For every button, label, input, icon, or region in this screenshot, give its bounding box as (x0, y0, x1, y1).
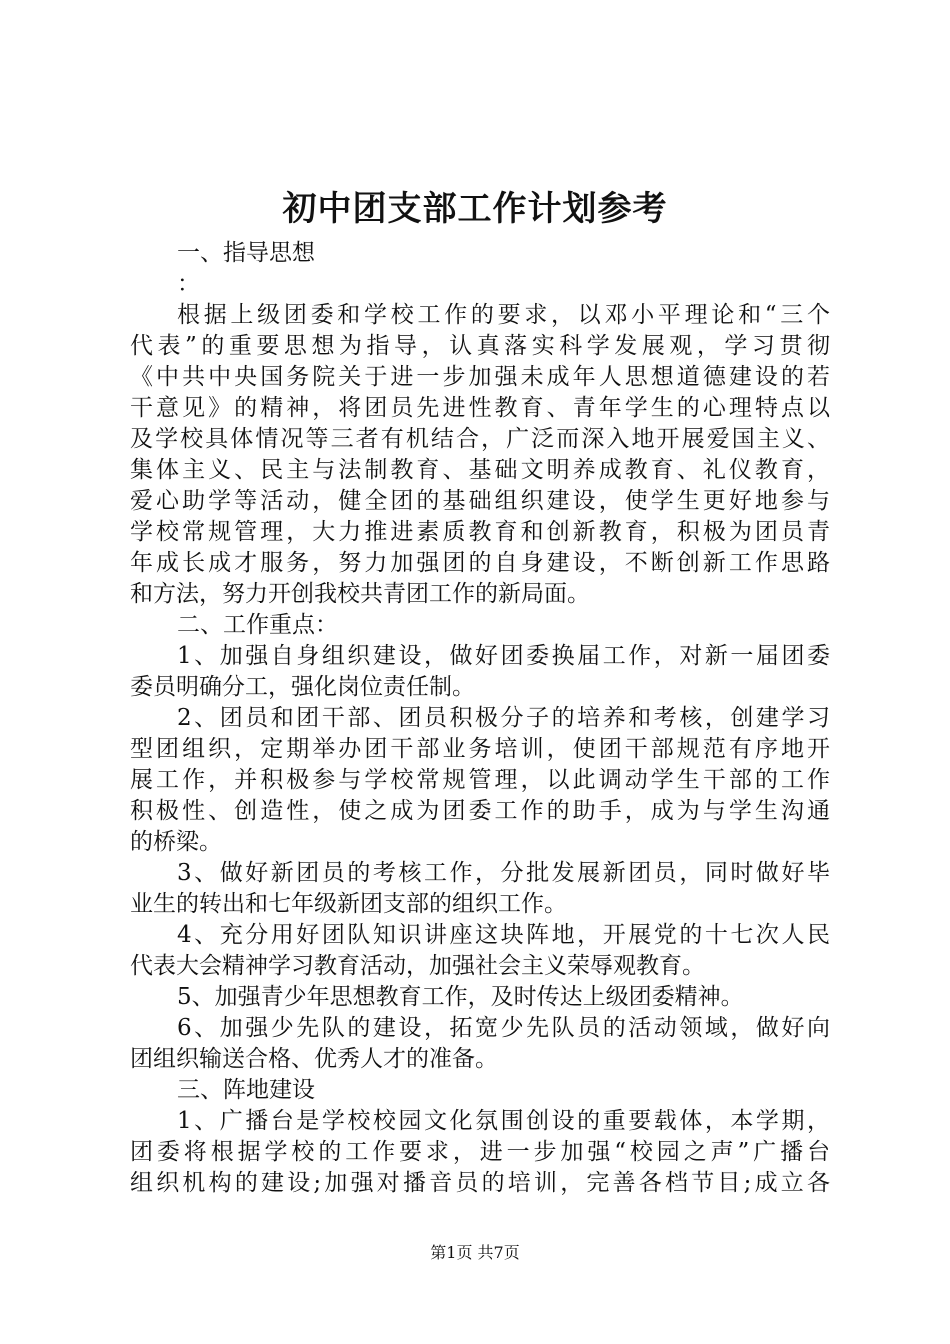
document-line: 代表”的重要思想为指导，认真落实科学发展观，学习贯彻 (130, 333, 830, 359)
document-line: 根据上级团委和学校工作的要求，以邓小平理论和“三个 (177, 302, 830, 328)
document-line: 5、加强青少年思想教育工作，及时传达上级团委精神。 (177, 984, 744, 1010)
document-line: 干意见》的精神，将团员先进性教育、青年学生的心理特点以 (130, 395, 830, 421)
document-line: ： (177, 271, 200, 297)
document-line: 三、阵地建设 (177, 1077, 315, 1103)
document-line: 委员明确分工，强化岗位责任制。 (130, 674, 475, 700)
document-line: 学校常规管理，大力推进素质教育和创新教育，积极为团员青 (130, 519, 830, 545)
document-body (130, 238, 830, 1199)
document-line: 及学校具体情况等三者有机结合，广泛而深入地开展爱国主义、 (130, 426, 830, 452)
document-line: 年成长成才服务，努力加强团的自身建设，不断创新工作思路 (130, 550, 830, 576)
document-line: 代表大会精神学习教育活动，加强社会主义荣辱观教育。 (130, 953, 705, 979)
document-line: 的桥梁。 (130, 829, 222, 855)
document-line: 集体主义、民主与法制教育、基础文明养成教育、礼仪教育， (130, 457, 830, 483)
document-line: 积极性、创造性，使之成为团委工作的助手，成为与学生沟通 (130, 798, 830, 824)
document-line: 团组织输送合格、优秀人才的准备。 (130, 1046, 498, 1072)
document-line: 一、指导思想 (177, 240, 315, 266)
document-title: 初中团支部工作计划参考 (282, 189, 668, 229)
document-line: 4、充分用好团队知识讲座这块阵地，开展党的十七次人民 (177, 922, 830, 948)
document-line: 团委将根据学校的工作要求，进一步加强“校园之声”广播台 (130, 1139, 830, 1165)
document-line: 爱心助学等活动，健全团的基础组织建设，使学生更好地参与 (130, 488, 830, 514)
document-line: 1、加强自身组织建设，做好团委换届工作，对新一届团委 (177, 643, 830, 669)
document-line: 展工作，并积极参与学校常规管理，以此调动学生干部的工作 (130, 767, 830, 793)
document-line: 1、广播台是学校校园文化氛围创设的重要载体，本学期， (177, 1108, 830, 1134)
document-line: 2、团员和团干部、团员积极分子的培养和考核，创建学习 (177, 705, 830, 731)
document-line: 《中共中央国务院关于进一步加强未成年人思想道德建设的若 (130, 364, 830, 390)
document-line: 组织机构的建设;加强对播音员的培训，完善各档节目;成立各 (130, 1170, 830, 1196)
document-line: 型团组织，定期举办团干部业务培训，使团干部规范有序地开 (130, 736, 830, 762)
page-footer: 第1页 共7页 (430, 1243, 520, 1262)
document-line: 二、工作重点： (177, 612, 338, 638)
document-line: 3、做好新团员的考核工作，分批发展新团员，同时做好毕 (177, 860, 830, 886)
document-line: 6、加强少先队的建设，拓宽少先队员的活动领域，做好向 (177, 1015, 830, 1041)
document-line: 和方法，努力开创我校共青团工作的新局面。 (130, 581, 590, 607)
document-line: 业生的转出和七年级新团支部的组织工作。 (130, 891, 567, 917)
